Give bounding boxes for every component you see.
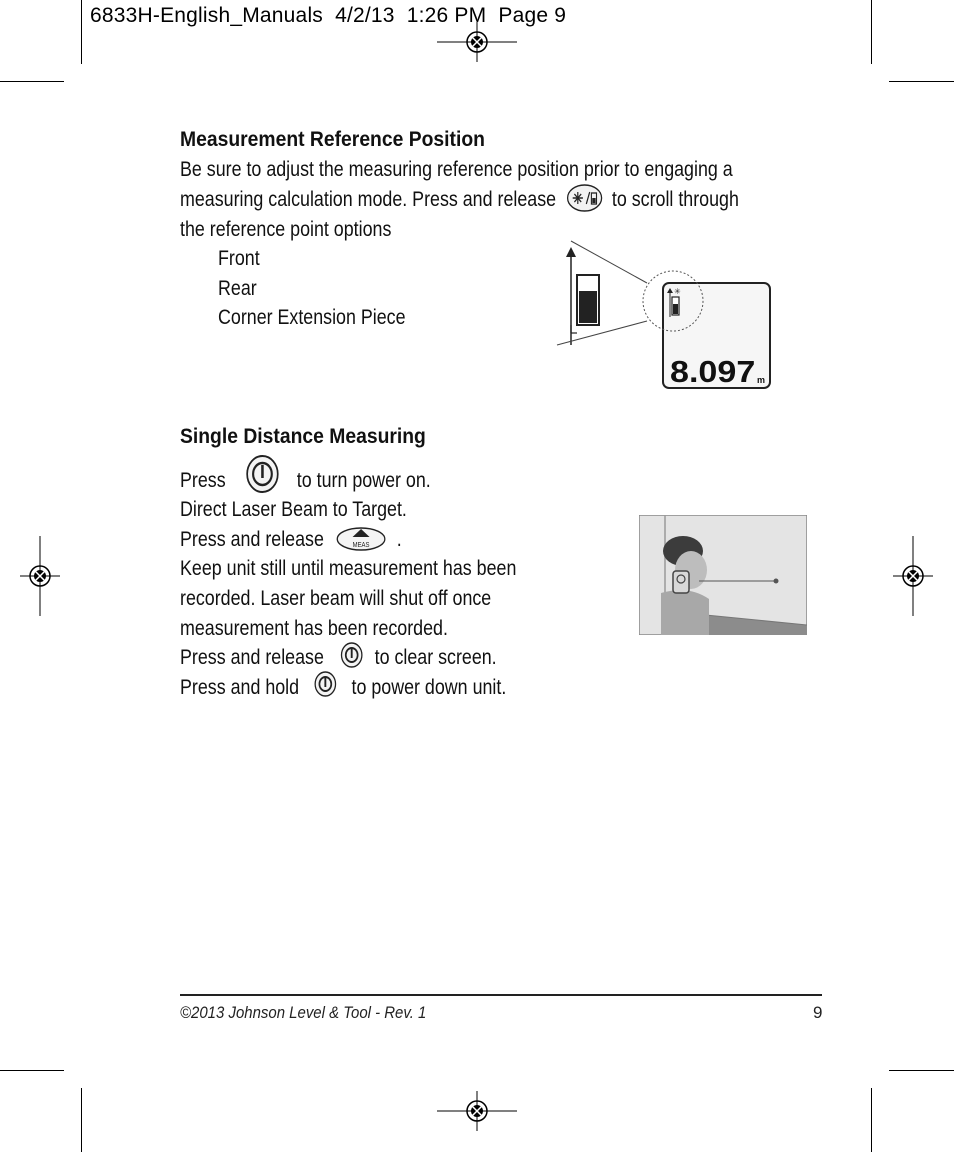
registration-mark-icon bbox=[437, 22, 517, 62]
crop-mark bbox=[889, 1070, 954, 1071]
rangefinder-device bbox=[673, 571, 689, 593]
body-text: Press and release bbox=[180, 646, 324, 669]
crop-mark bbox=[889, 81, 954, 82]
power-clear-button-icon bbox=[339, 641, 365, 669]
registration-mark-icon bbox=[20, 536, 60, 616]
body-text: to scroll through bbox=[611, 188, 739, 211]
step-recorded: recorded. Laser beam will shut off once bbox=[180, 587, 492, 610]
reference-arrow-head bbox=[566, 247, 576, 257]
crop-mark bbox=[871, 1088, 872, 1152]
device-body-rear bbox=[579, 291, 597, 323]
laser-dot bbox=[774, 579, 779, 584]
registration-mark-icon bbox=[437, 1091, 517, 1131]
reference-option-rear: Rear bbox=[218, 277, 257, 300]
step-direct-beam: Direct Laser Beam to Target. bbox=[180, 498, 407, 521]
step-power-on bbox=[180, 466, 431, 496]
step-keep-still: Keep unit still until measurement has been bbox=[180, 557, 517, 580]
body-text: to turn power on. bbox=[296, 469, 431, 492]
footer-divider bbox=[180, 994, 822, 996]
power-clear-button-icon bbox=[313, 670, 339, 698]
meas-button-icon bbox=[336, 526, 387, 552]
registration-mark-icon bbox=[893, 536, 933, 616]
svg-text:✳: ✳ bbox=[674, 287, 681, 296]
crop-mark bbox=[0, 81, 64, 82]
reference-option-corner-extension: Corner Extension Piece bbox=[218, 306, 406, 329]
body-text: to clear screen. bbox=[374, 646, 497, 669]
lcd-display-illustration bbox=[555, 235, 775, 395]
body-line: the reference point options bbox=[180, 218, 392, 241]
body-text: Press bbox=[180, 469, 226, 492]
body-text: . bbox=[396, 528, 402, 551]
display-unit: m bbox=[757, 375, 766, 385]
crop-mark bbox=[81, 0, 82, 64]
power-clear-button-icon bbox=[243, 454, 282, 494]
person-shoulder bbox=[661, 590, 709, 635]
step-clear-screen bbox=[180, 643, 497, 673]
step-press-meas bbox=[180, 525, 402, 555]
meas-label: MEAS bbox=[352, 542, 370, 550]
body-text: Press and hold bbox=[180, 676, 300, 699]
step-measurement-recorded: measurement has been recorded. bbox=[180, 617, 448, 640]
body-text: measuring calculation mode. Press and release bbox=[180, 188, 557, 211]
print-slug: 6833H-English_Manuals 4/2/13 1:26 PM Page 9 bbox=[90, 4, 567, 27]
crop-mark bbox=[871, 0, 872, 64]
section-title-single-distance: Single Distance Measuring bbox=[180, 425, 426, 448]
body-line bbox=[180, 185, 739, 215]
page-number: 9 bbox=[813, 1003, 823, 1022]
section-title-reference-position: Measurement Reference Position bbox=[180, 128, 485, 151]
step-power-down bbox=[180, 673, 506, 703]
laser-aiming-photo bbox=[639, 515, 807, 635]
footer-copyright: ©2013 Johnson Level & Tool - Rev. 1 bbox=[180, 1003, 427, 1022]
display-reading: 8.097 bbox=[670, 354, 756, 389]
body-line: Be sure to adjust the measuring reference position prior to engaging a bbox=[180, 158, 733, 181]
crop-mark bbox=[81, 1088, 82, 1152]
reference-select-button-icon bbox=[566, 183, 603, 213]
body-text: to power down unit. bbox=[351, 676, 507, 699]
crop-mark bbox=[0, 1070, 64, 1071]
body-text: Press and release bbox=[180, 528, 324, 551]
reference-option-front: Front bbox=[218, 247, 260, 270]
